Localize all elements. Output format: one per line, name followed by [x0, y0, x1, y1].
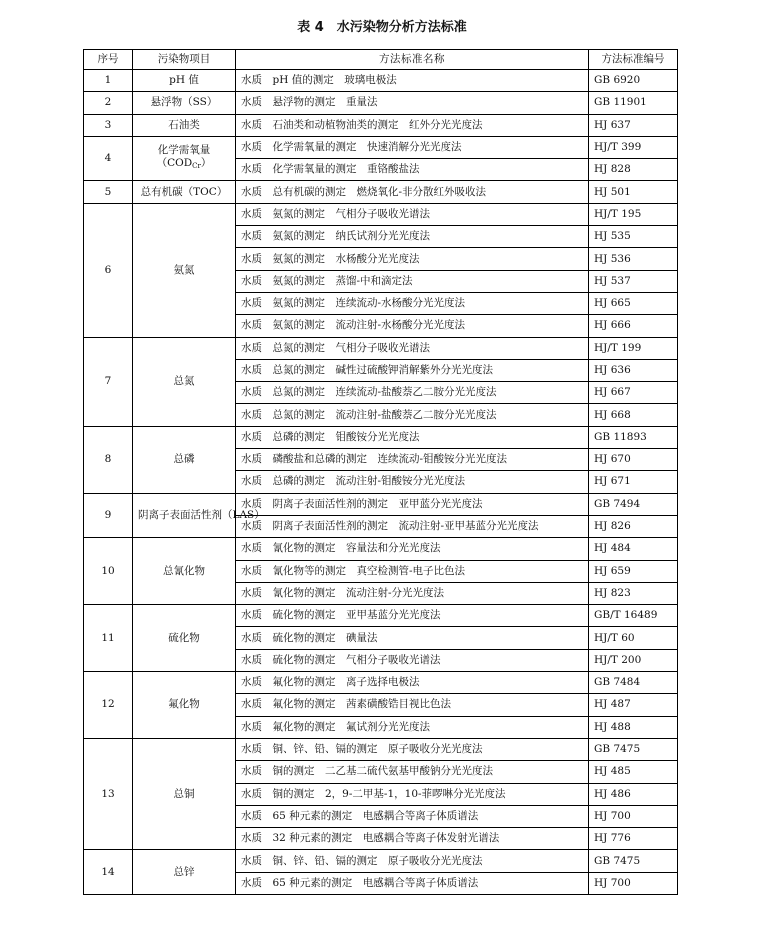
- method-name: 水质 总氮的测定 碱性过硫酸钾消解紫外分光光度法: [236, 359, 589, 381]
- method-code: HJ/T 60: [589, 627, 678, 649]
- method-code: GB 7494: [589, 493, 678, 515]
- method-code: HJ 501: [589, 181, 678, 203]
- row-number: 3: [84, 114, 133, 136]
- method-name: 水质 氟化物的测定 茜素磺酸锆目视比色法: [236, 694, 589, 716]
- method-name: 水质 铜的测定 2，9-二甲基-1，10-菲啰啉分光光度法: [236, 783, 589, 805]
- header-no: 序号: [84, 50, 133, 70]
- pollutant-item-line2: （COD: [156, 157, 193, 170]
- method-code: HJ 487: [589, 694, 678, 716]
- method-name: 水质 铜、锌、铅、镉的测定 原子吸收分光光度法: [236, 850, 589, 872]
- method-code: HJ 485: [589, 761, 678, 783]
- pollutant-item: 石油类: [133, 114, 236, 136]
- method-name: 水质 总磷的测定 钼酸铵分光光度法: [236, 426, 589, 448]
- method-code: HJ 668: [589, 404, 678, 426]
- method-name: 水质 氟化物的测定 离子选择电极法: [236, 672, 589, 694]
- pollutant-item: [133, 136, 236, 181]
- method-code: GB 7484: [589, 672, 678, 694]
- header-code: 方法标准编号: [589, 50, 678, 70]
- method-name: 水质 化学需氧量的测定 重铬酸盐法: [236, 159, 589, 181]
- pollutant-item: 阴离子表面活性剂（LAS）: [133, 493, 236, 538]
- pollutant-item: 氟化物: [133, 672, 236, 739]
- row-number: 1: [84, 70, 133, 92]
- pollutant-item: 硫化物: [133, 605, 236, 672]
- method-code: GB/T 16489: [589, 605, 678, 627]
- row-number: 4: [84, 136, 133, 181]
- row-number: 11: [84, 605, 133, 672]
- pollutant-item: 总氰化物: [133, 538, 236, 605]
- method-code: HJ 776: [589, 828, 678, 850]
- method-name: 水质 氨氮的测定 连续流动-水杨酸分光光度法: [236, 292, 589, 314]
- table-row: [84, 337, 678, 359]
- header-item: 污染物项目: [133, 50, 236, 70]
- method-code: HJ 828: [589, 159, 678, 181]
- method-name: 水质 石油类和动植物油类的测定 红外分光光度法: [236, 114, 589, 136]
- table-body: [84, 70, 678, 895]
- method-code: HJ 671: [589, 471, 678, 493]
- row-number: 10: [84, 538, 133, 605]
- pollutant-item-line1: 化学需氧量: [157, 144, 211, 157]
- method-code: HJ 666: [589, 315, 678, 337]
- table-row: [84, 136, 678, 158]
- method-name: 水质 氰化物的测定 流动注射-分光光度法: [236, 582, 589, 604]
- method-code: GB 7475: [589, 738, 678, 760]
- method-code: GB 11901: [589, 92, 678, 114]
- pollutant-item: 氨氮: [133, 203, 236, 337]
- method-code: GB 6920: [589, 70, 678, 92]
- method-code: HJ 486: [589, 783, 678, 805]
- table-row: [84, 738, 678, 760]
- method-name: 水质 阴离子表面活性剂的测定 亚甲蓝分光光度法: [236, 493, 589, 515]
- method-name: 水质 氟化物的测定 氟试剂分光光度法: [236, 716, 589, 738]
- method-name: 水质 硫化物的测定 亚甲基蓝分光光度法: [236, 605, 589, 627]
- method-code: HJ 823: [589, 582, 678, 604]
- method-code: GB 7475: [589, 850, 678, 872]
- pollutant-item: 总氮: [133, 337, 236, 426]
- method-name: 水质 总磷的测定 流动注射-钼酸铵分光光度法: [236, 471, 589, 493]
- method-name: 水质 65 种元素的测定 电感耦合等离子体质谱法: [236, 805, 589, 827]
- method-code: HJ 488: [589, 716, 678, 738]
- method-code: GB 11893: [589, 426, 678, 448]
- method-code: HJ 700: [589, 872, 678, 894]
- table-row: [84, 203, 678, 225]
- method-code: HJ/T 200: [589, 649, 678, 671]
- row-number: 2: [84, 92, 133, 114]
- method-code: HJ 636: [589, 359, 678, 381]
- row-number: 14: [84, 850, 133, 895]
- method-name: 水质 氰化物等的测定 真空检测管-电子比色法: [236, 560, 589, 582]
- method-code: HJ 826: [589, 515, 678, 537]
- method-code: HJ/T 199: [589, 337, 678, 359]
- pollutant-item: 悬浮物（SS）: [133, 92, 236, 114]
- method-name: 水质 氨氮的测定 水杨酸分光光度法: [236, 248, 589, 270]
- table-row: [84, 538, 678, 560]
- pollutant-item-subscript: Cr: [192, 162, 201, 171]
- method-code: HJ/T 399: [589, 136, 678, 158]
- method-code: HJ 535: [589, 226, 678, 248]
- pollutant-item: pH 值: [133, 70, 236, 92]
- method-code: HJ 700: [589, 805, 678, 827]
- row-number: 12: [84, 672, 133, 739]
- method-name: 水质 总氮的测定 连续流动-盐酸萘乙二胺分光光度法: [236, 382, 589, 404]
- pollutant-item-close: ）: [200, 157, 212, 170]
- pollutant-item: 总有机碳（TOC）: [133, 181, 236, 203]
- table-row: [84, 605, 678, 627]
- method-name: 水质 总氮的测定 流动注射-盐酸萘乙二胺分光光度法: [236, 404, 589, 426]
- method-name: 水质 磷酸盐和总磷的测定 连续流动-钼酸铵分光光度法: [236, 449, 589, 471]
- table-row: [84, 181, 678, 203]
- table-row: [84, 114, 678, 136]
- table-row: [84, 493, 678, 515]
- method-code: HJ 537: [589, 270, 678, 292]
- method-code: HJ 659: [589, 560, 678, 582]
- table-row: [84, 70, 678, 92]
- method-name: 水质 65 种元素的测定 电感耦合等离子体质谱法: [236, 872, 589, 894]
- row-number: 9: [84, 493, 133, 538]
- method-code: HJ/T 195: [589, 203, 678, 225]
- analysis-method-table: [83, 49, 678, 895]
- pollutant-item: 总铜: [133, 738, 236, 849]
- method-name: 水质 阴离子表面活性剂的测定 流动注射-亚甲基蓝分光光度法: [236, 515, 589, 537]
- table-row: [84, 426, 678, 448]
- method-code: HJ 665: [589, 292, 678, 314]
- method-name: 水质 总氮的测定 气相分子吸收光谱法: [236, 337, 589, 359]
- method-name: 水质 氨氮的测定 蒸馏-中和滴定法: [236, 270, 589, 292]
- method-code: HJ 667: [589, 382, 678, 404]
- row-number: 6: [84, 203, 133, 337]
- method-name: 水质 pH 值的测定 玻璃电极法: [236, 70, 589, 92]
- method-name: 水质 氨氮的测定 纳氏试剂分光光度法: [236, 226, 589, 248]
- method-name: 水质 硫化物的测定 碘量法: [236, 627, 589, 649]
- method-name: 水质 铜、锌、铅、镉的测定 原子吸收分光光度法: [236, 738, 589, 760]
- method-name: 水质 32 种元素的测定 电感耦合等离子体发射光谱法: [236, 828, 589, 850]
- method-name: 水质 硫化物的测定 气相分子吸收光谱法: [236, 649, 589, 671]
- header-method: 方法标准名称: [236, 50, 589, 70]
- table-caption: 表 4 水污染物分析方法标准: [297, 20, 467, 35]
- pollutant-item: 总锌: [133, 850, 236, 895]
- header-row: [84, 50, 678, 70]
- method-name: 水质 总有机碳的测定 燃烧氧化-非分散红外吸收法: [236, 181, 589, 203]
- table-row: [84, 672, 678, 694]
- method-name: 水质 氨氮的测定 气相分子吸收光谱法: [236, 203, 589, 225]
- table-row: [84, 850, 678, 872]
- method-name: 水质 氨氮的测定 流动注射-水杨酸分光光度法: [236, 315, 589, 337]
- method-code: HJ 484: [589, 538, 678, 560]
- row-number: 5: [84, 181, 133, 203]
- table-header: [84, 50, 678, 70]
- method-name: 水质 化学需氧量的测定 快速消解分光光度法: [236, 136, 589, 158]
- method-code: HJ 670: [589, 449, 678, 471]
- row-number: 7: [84, 337, 133, 426]
- method-name: 水质 氰化物的测定 容量法和分光光度法: [236, 538, 589, 560]
- pollutant-item: 总磷: [133, 426, 236, 493]
- method-code: HJ 637: [589, 114, 678, 136]
- method-code: HJ 536: [589, 248, 678, 270]
- method-name: 水质 铜的测定 二乙基二硫代氨基甲酸钠分光光度法: [236, 761, 589, 783]
- table-row: [84, 92, 678, 114]
- row-number: 13: [84, 738, 133, 849]
- row-number: 8: [84, 426, 133, 493]
- method-name: 水质 悬浮物的测定 重量法: [236, 92, 589, 114]
